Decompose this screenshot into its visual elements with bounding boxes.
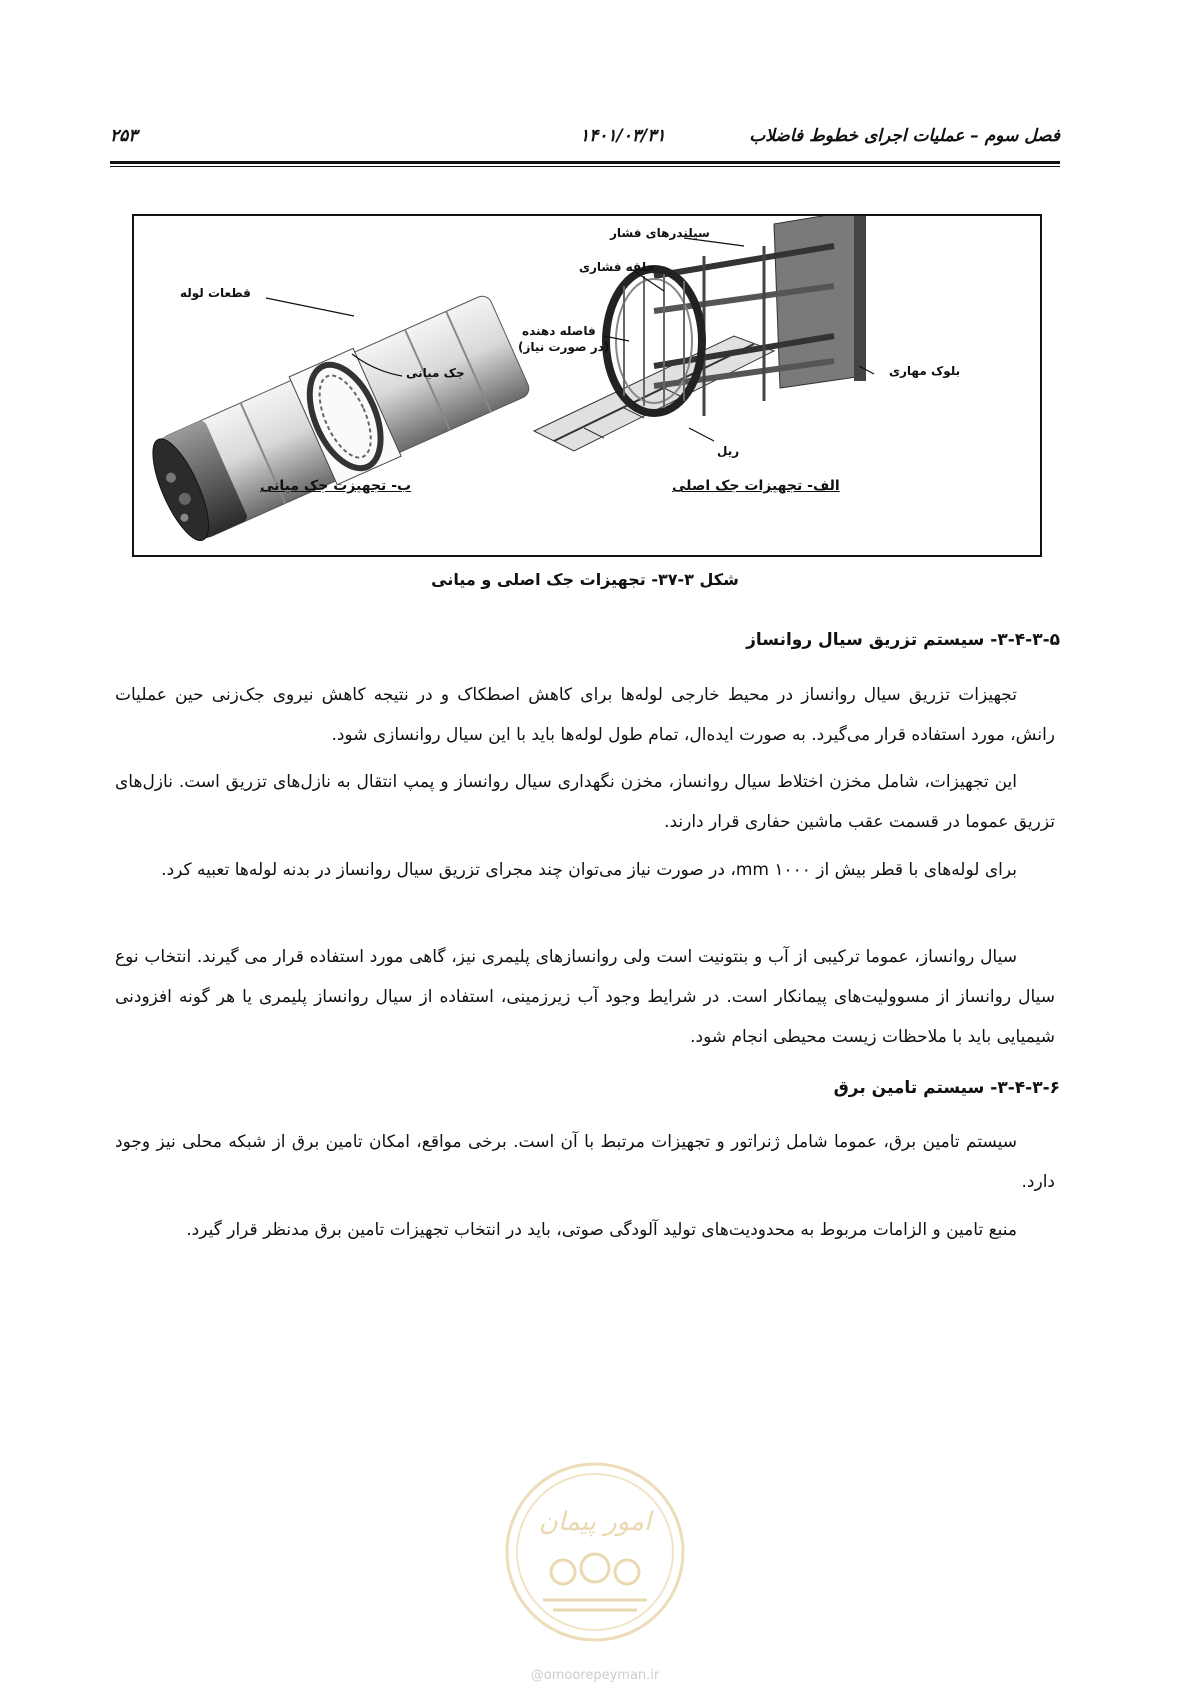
figure-jacking-equipment xyxy=(132,214,1042,557)
paragraph: منبع تامین و الزامات مربوط به محدودیت‌های تولید آلودگی صوتی، باید در انتخاب تجهیزات تامین برق مدنظر قرار گیرد. xyxy=(186,1220,1017,1240)
label-anchor-block: بلوک مهاری xyxy=(889,364,961,378)
header-rule-thick xyxy=(110,161,1060,164)
label-pressure-ring: حلقه فشاری xyxy=(579,260,656,274)
watermark-url: @omoorepeyman.ir xyxy=(530,1668,660,1683)
figure-caption: شکل ۳-۳۷- تجهیزات جک اصلی و میانی xyxy=(431,570,739,589)
subfigure-middle-jack-caption: ب- تجهیزت جک میانی xyxy=(260,478,412,494)
svg-text:امور پیمان: امور پیمان xyxy=(538,1507,652,1537)
label-spacer-line1: فاصله دهنده xyxy=(522,324,596,338)
section-heading-power-supply: ۳-۴-۳-۶- سیستم تامین برق xyxy=(833,1078,1060,1098)
label-pressure-cylinders: سیلندرهای فشار xyxy=(610,226,710,240)
pipe-string-drawing xyxy=(140,289,533,551)
paragraph: برای لوله‌های با قطر بیش از ۱۰۰۰ mm، در صورت نیاز می‌توان چند مجرای تزریق سیال روانساز در بدنه لوله‌ها تعبیه کرد. xyxy=(161,860,1017,880)
section-heading-lubrication: ۳-۴-۳-۵- سیستم تزریق سیال روانساز xyxy=(746,630,1060,650)
paragraph: این تجهیزات، شامل مخزن اختلاط سیال روانساز، مخزن نگهداری سیال روانساز و پمپ انتقال به نازل‌های تزریق است. نازل‌های تزریق عموما در قسمت عقب ماشین حفاری قرار دارند. xyxy=(115,772,1055,832)
header-date: ۱۴۰۱/۰۳/۳۱ xyxy=(580,126,666,146)
header-rule-thin xyxy=(110,166,1060,167)
paragraph: سیال روانساز، عموما ترکیبی از آب و بنتونیت است ولی روانسازهای پلیمری نیز، گاهی مورد استفاده قرار می گیرند. انتخاب نوع سیال روانساز از مسوولیت‌های پیمانکار است. در شرایط وجود آب زیرزمینی، استفاده از سیال روانساز پلیمری یا هر گونه افزودنی شیمیایی باید با ملاحظات زیست محیطی انجام شود. xyxy=(115,947,1055,1047)
label-pipe-segments: قطعات لوله xyxy=(180,286,251,300)
label-spacer-line2: (در صورت نیاز) xyxy=(518,340,610,354)
subfigure-main-jack-caption: الف- تجهیزات جک اصلی xyxy=(672,478,840,494)
paragraph: تجهیزات تزریق سیال روانساز در محیط خارجی لوله‌ها برای کاهش اصطکاک و در نتیجه کاهش نیروی جک‌زنی حین عملیات رانش، مورد استفاده قرار می‌گیرد. به صورت ایده‌ال، تمام طول لوله‌ها باید با این سیال روانسازی شود. xyxy=(115,685,1055,745)
page-number: ۲۵۳ xyxy=(110,126,138,146)
chapter-title: فصل سوم – عملیات اجرای خطوط فاضلاب xyxy=(749,126,1060,146)
label-rail: ریل xyxy=(717,444,740,458)
label-middle-jack: جک میانی xyxy=(406,366,465,380)
page-header xyxy=(110,126,1060,156)
paragraph: سیستم تامین برق، عموما شامل ژنراتور و تجهیزات مرتبط با آن است. برخی مواقع، امکان تامین برق از شبکه محلی نیز وجود دارد. xyxy=(115,1132,1055,1192)
watermark-seal-logo xyxy=(503,1460,687,1644)
